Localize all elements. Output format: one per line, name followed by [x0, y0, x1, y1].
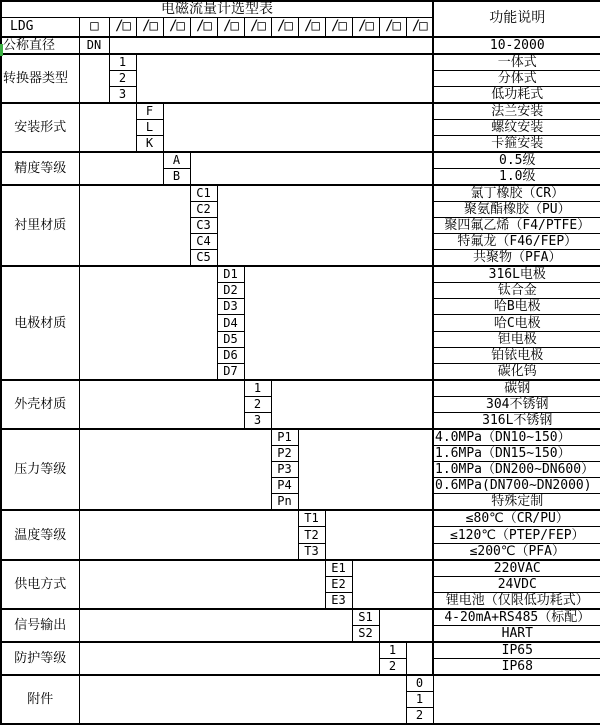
code-cell: B: [163, 168, 190, 185]
category-label: 公称直径: [1, 37, 79, 54]
code-cell: C1: [190, 185, 217, 202]
model-slot-box-icon: /□: [352, 18, 379, 37]
code-cell: E3: [325, 592, 352, 609]
function-cell: 聚四氟乙烯（F4/PTFE）: [433, 217, 600, 233]
function-cell: 0.5级: [433, 152, 600, 169]
table-row-section12-1: [1, 642, 600, 659]
code-cell: D2: [217, 283, 244, 299]
table-row-section7-1: [1, 380, 600, 397]
code-cell: D4: [217, 315, 244, 331]
table-row-section9-1: [1, 510, 600, 527]
gap-cell: [79, 675, 406, 724]
model-prefix-label: LDG: [1, 18, 79, 37]
code-cell: C3: [190, 217, 217, 233]
function-cell: 特殊定制: [433, 494, 600, 511]
code-cell: 1: [109, 54, 136, 71]
code-cell: E1: [325, 560, 352, 577]
gap-cell: [79, 152, 163, 185]
code-cell: T2: [298, 527, 325, 543]
table-row-section1-1: [1, 37, 600, 54]
gap-cell: [79, 560, 325, 609]
code-cell: 2: [406, 707, 433, 724]
gap-cell: [217, 185, 433, 266]
code-cell: T3: [298, 543, 325, 560]
code-cell: D7: [217, 363, 244, 380]
table-row-section11-1: [1, 609, 600, 626]
function-cell: 碳钢: [433, 380, 600, 397]
code-cell: S1: [352, 609, 379, 626]
table-row-section2-1: [1, 54, 600, 71]
function-cell: 聚氨酯橡胶（PU）: [433, 201, 600, 217]
code-cell: P2: [271, 446, 298, 462]
gap-cell: [379, 609, 433, 642]
function-cell: 4-20mA+RS485（标配）: [433, 609, 600, 626]
function-cell: 钽电极: [433, 331, 600, 347]
model-slot-box-icon: /□: [190, 18, 217, 37]
gap-cell: [136, 54, 433, 103]
model-slot-box-icon: /□: [379, 18, 406, 37]
gap-cell: [79, 609, 352, 642]
function-cell: 分体式: [433, 70, 600, 86]
category-label: 信号输出: [1, 609, 79, 642]
table-row-section3-1: [1, 103, 600, 120]
gap-cell: [244, 266, 433, 380]
category-label: 温度等级: [1, 510, 79, 559]
gap-cell: [79, 103, 136, 152]
function-cell: 碳化钨: [433, 363, 600, 380]
code-cell: C4: [190, 234, 217, 250]
code-cell: S2: [352, 625, 379, 642]
gap-cell: [79, 185, 190, 266]
gap-cell: [406, 642, 433, 675]
function-cell: ≤80℃（CR/PU）: [433, 510, 600, 527]
code-cell: D1: [217, 266, 244, 283]
code-cell: 0: [406, 675, 433, 692]
function-cell: 4.0MPa（DN10~150）: [433, 429, 600, 446]
code-cell: 2: [379, 658, 406, 675]
function-cell: 锂电池（仅限低功耗式）: [433, 592, 600, 609]
function-cell: 0.6MPa(DN700~DN2000): [433, 478, 600, 494]
category-label: 电极材质: [1, 266, 79, 380]
function-cell: 钛合金: [433, 283, 600, 299]
model-slot-box-icon: /□: [271, 18, 298, 37]
category-label: 衬里材质: [1, 185, 79, 266]
code-cell: 2: [109, 70, 136, 86]
gap-cell: [79, 54, 109, 103]
model-slot-box-icon: /□: [136, 18, 163, 37]
function-column-header: 功能说明: [433, 1, 600, 37]
code-cell: 3: [109, 86, 136, 103]
function-cell: 一体式: [433, 54, 600, 71]
function-cell: 24VDC: [433, 576, 600, 592]
code-cell: D6: [217, 347, 244, 363]
table-row-section4-1: [1, 152, 600, 169]
function-cell: 共聚物（PFA）: [433, 250, 600, 267]
function-cell: 铂铱电极: [433, 347, 600, 363]
category-label: 精度等级: [1, 152, 79, 185]
gap-cell: [109, 37, 433, 54]
function-cell: HART: [433, 625, 600, 642]
table-row-section13-1: [1, 675, 600, 692]
gap-cell: [79, 510, 298, 559]
function-cell: 哈C电极: [433, 315, 600, 331]
code-cell: 2: [244, 396, 271, 412]
table-row-section6-1: [1, 266, 600, 283]
function-cell: 低功耗式: [433, 86, 600, 103]
category-label: 防护等级: [1, 642, 79, 675]
code-cell: E2: [325, 576, 352, 592]
code-cell: C2: [190, 201, 217, 217]
gap-cell: [79, 380, 244, 429]
gap-cell: [325, 510, 433, 559]
gap-cell: [79, 266, 217, 380]
function-cell: 304不锈钢: [433, 396, 600, 412]
gap-cell: [298, 429, 433, 510]
category-label: 供电方式: [1, 560, 79, 609]
code-cell: T1: [298, 510, 325, 527]
function-cell: IP65: [433, 642, 600, 659]
function-cell: 哈B电极: [433, 299, 600, 315]
gap-cell: [271, 380, 433, 429]
function-cell: 10-2000: [433, 37, 600, 54]
code-cell: 3: [244, 413, 271, 430]
gap-cell: [163, 103, 433, 152]
code-cell: 1: [406, 691, 433, 707]
code-cell: D5: [217, 331, 244, 347]
category-label: 安装形式: [1, 103, 79, 152]
code-cell: D3: [217, 299, 244, 315]
gap-cell: [79, 642, 379, 675]
model-slot-box-icon: /□: [298, 18, 325, 37]
model-slot-box-icon: /□: [217, 18, 244, 37]
gap-cell: [190, 152, 433, 185]
function-cell: IP68: [433, 658, 600, 675]
code-cell: DN: [79, 37, 109, 54]
table-row-section5-1: [1, 185, 600, 202]
function-cell: 1.0MPa（DN200~DN600）: [433, 462, 600, 478]
code-cell: C5: [190, 250, 217, 267]
table-title: 电磁流量计选型表: [1, 1, 433, 18]
blank-box-icon: □: [79, 18, 109, 37]
function-cell: 316L不锈钢: [433, 413, 600, 430]
model-slot-box-icon: /□: [406, 18, 433, 37]
function-cell: 特氟龙（F46/FEP）: [433, 234, 600, 250]
model-slot-box-icon: /□: [244, 18, 271, 37]
function-cell: 220VAC: [433, 560, 600, 577]
code-cell: A: [163, 152, 190, 169]
function-cell: ≤120℃（PTEP/FEP）: [433, 527, 600, 543]
function-cell: ≤200℃（PFA）: [433, 543, 600, 560]
code-cell: Pn: [271, 494, 298, 511]
category-label: 外壳材质: [1, 380, 79, 429]
table-row-section8-1: [1, 429, 600, 446]
gap-cell: [79, 429, 271, 510]
category-label: 压力等级: [1, 429, 79, 510]
function-cell: 1.6MPa（DN15~150）: [433, 446, 600, 462]
model-slot-box-icon: /□: [325, 18, 352, 37]
code-cell: F: [136, 103, 163, 120]
table-body: [1, 37, 600, 724]
code-cell: P4: [271, 478, 298, 494]
code-cell: K: [136, 135, 163, 152]
gap-cell: [433, 675, 600, 724]
code-cell: P3: [271, 462, 298, 478]
code-cell: 1: [244, 380, 271, 397]
model-slot-box-icon: /□: [163, 18, 190, 37]
code-cell: 1: [379, 642, 406, 659]
category-label: 转换器类型: [1, 54, 79, 103]
category-label: 附件: [1, 675, 79, 724]
function-cell: 氯丁橡胶（CR）: [433, 185, 600, 202]
table-row-section10-1: [1, 560, 600, 577]
function-cell: 法兰安装: [433, 103, 600, 120]
table-title-row: [1, 1, 600, 18]
function-cell: 卡箍安装: [433, 135, 600, 152]
function-cell: 316L电极: [433, 266, 600, 283]
gap-cell: [352, 560, 433, 609]
model-slot-box-icon: /□: [109, 18, 136, 37]
function-cell: 螺纹安装: [433, 119, 600, 135]
code-cell: P1: [271, 429, 298, 446]
function-cell: 1.0级: [433, 168, 600, 185]
code-cell: L: [136, 119, 163, 135]
